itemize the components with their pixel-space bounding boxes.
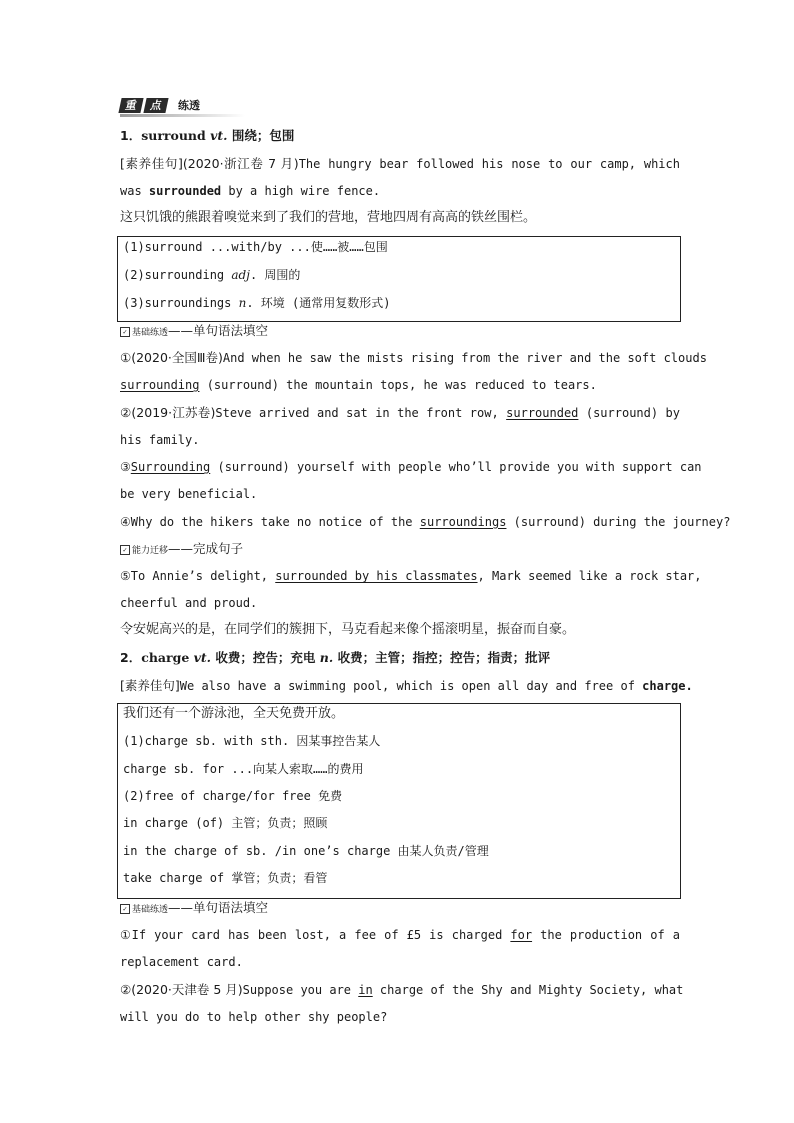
- exercise-tag: ✓ 基础练透——单句语法填空: [120, 898, 680, 920]
- exercise-item: be very beneficial.: [120, 487, 258, 501]
- exercise-tag: ✓ 能力迁移——完成句子: [120, 539, 680, 561]
- entry-heading: 1．surround vt. 围绕；包围: [120, 128, 295, 143]
- example-sentence: was surrounded by a high wire fence.: [120, 184, 381, 198]
- banner-underline: [120, 114, 245, 117]
- usage-line: in charge (of) 主管；负责；照顾: [123, 816, 328, 830]
- exercise-item: ①(2020·全国Ⅲ卷)And when he saw the mists rising from the river and the soft clouds: [120, 350, 707, 365]
- usage-line: take charge of 掌管；负责；看管: [123, 871, 328, 885]
- section-badge: 重: [118, 98, 143, 113]
- exercise-tag: ✓ 基础练透——单句语法填空: [120, 321, 680, 343]
- exercise-item: ②(2019·江苏卷)Steve arrived and sat in the front row, surrounded (surround) by: [120, 405, 680, 420]
- answer-blank: for: [510, 928, 533, 942]
- entry-heading: 2．charge vt. 收费；控告；充电 n. 收费；主管；指控；控告；指责；批评: [120, 650, 551, 665]
- checkbox-icon: ✓: [120, 545, 130, 555]
- exercise-item: ④Why do the hikers take no notice of the surroundings (surround) during the journey?: [120, 515, 731, 529]
- usage-line: 我们还有一个游泳池，全天免费开放。: [123, 706, 345, 721]
- answer-blank: surrounding: [120, 378, 200, 392]
- usage-line: (2)surrounding adj. 周围的: [123, 268, 301, 282]
- checkbox-icon: ✓: [120, 904, 130, 914]
- usage-box: [117, 236, 681, 322]
- exercise-item: ①If your card has been lost, a fee of £5 is charged for the production of a: [120, 928, 680, 942]
- exercise-item: ③Surrounding (surround) yourself with people who’ll provide you with support can: [120, 460, 702, 474]
- exercise-item: ②(2020·天津卷 5 月)Suppose you are in charge of the Shy and Mighty Society, what: [120, 982, 684, 997]
- section-badge: 点: [143, 98, 168, 113]
- section-banner: [120, 96, 240, 118]
- answer-blank: in: [358, 983, 373, 997]
- checkbox-icon: ✓: [120, 327, 130, 337]
- usage-line: (1)surround ...with/by ...使……被……包围: [123, 240, 388, 254]
- example-sentence: [素养佳句](2020·浙江卷 7 月)The hungry bear followed his nose to our camp, which: [120, 156, 680, 171]
- exercise-item: ⑤To Annie’s delight, surrounded by his classmates, Mark seemed like a rock star,: [120, 569, 702, 583]
- section-title: 练透: [178, 99, 200, 112]
- usage-line: in the charge of sb. /in one’s charge 由某人负责/管理: [123, 844, 489, 858]
- exercise-item: his family.: [120, 433, 200, 447]
- exercise-item: cheerful and proud.: [120, 596, 258, 610]
- usage-box: [117, 703, 681, 899]
- answer-blank: surrounded: [506, 406, 579, 420]
- translation: 令安妮高兴的是，在同学们的簇拥下，马克看起来像个摇滚明星，振奋而自豪。: [120, 622, 576, 637]
- usage-line: (3)surroundings n. 环境 (通常用复数形式): [123, 296, 391, 310]
- example-sentence: [素养佳句]We also have a swimming pool, which is open all day and free of charge.: [120, 678, 693, 693]
- answer-blank: Surrounding: [130, 460, 211, 474]
- exercise-item: surrounding (surround) the mountain tops, he was reduced to tears.: [120, 378, 597, 392]
- usage-line: (2)free of charge/for free 免费: [123, 789, 343, 803]
- exercise-item: will you do to help other shy people?: [120, 1010, 388, 1024]
- answer-blank: surroundings: [419, 515, 507, 529]
- exercise-item: replacement card.: [120, 955, 243, 969]
- translation: 这只饥饿的熊跟着嗅觉来到了我们的营地，营地四周有高高的铁丝围栏。: [120, 210, 537, 225]
- answer-blank: surrounded by his classmates: [275, 569, 478, 583]
- usage-line: charge sb. for ...向某人索取……的费用: [123, 762, 364, 776]
- usage-line: (1)charge sb. with sth. 因某事控告某人: [123, 734, 381, 748]
